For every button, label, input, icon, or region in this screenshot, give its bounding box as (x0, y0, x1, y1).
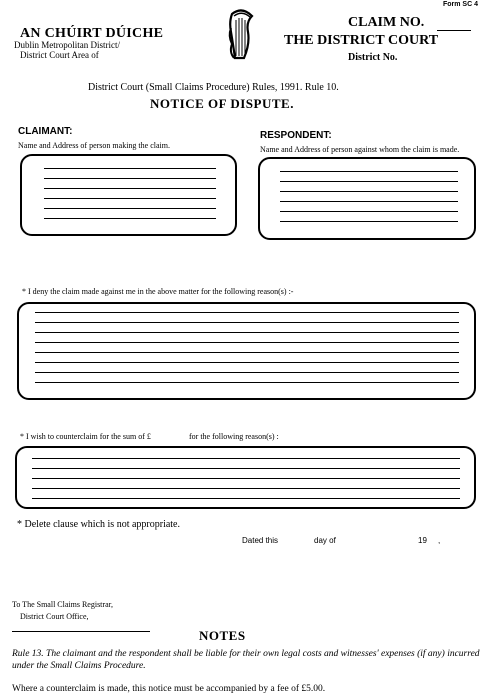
respondent-line (280, 211, 458, 212)
claimant-heading: CLAIMANT: (18, 126, 73, 137)
court-name-irish: AN CHÚIRT DÚICHE (20, 26, 164, 41)
area-line-2: District Court Area of (20, 50, 99, 60)
deny-line (35, 332, 459, 333)
rules-line: District Court (Small Claims Procedure) Rules, 1991. Rule 10. (88, 82, 339, 93)
counterclaim-line (32, 498, 460, 499)
claimant-line (44, 188, 216, 189)
respondent-line (280, 191, 458, 192)
deny-line (35, 322, 459, 323)
deny-line (35, 352, 459, 353)
counterclaim-label: * I wish to counterclaim for the sum of £ (20, 432, 151, 441)
day-of-label: day of (314, 536, 336, 545)
claimant-line (44, 198, 216, 199)
delete-clause-note: * Delete clause which is not appropriate. (17, 519, 180, 530)
claimant-line (44, 168, 216, 169)
deny-line (35, 382, 459, 383)
year-prefix: 19 (418, 536, 427, 545)
deny-line (35, 312, 459, 313)
counterclaim-box[interactable] (15, 446, 476, 509)
counterclaim-line (32, 458, 460, 459)
respondent-line (280, 201, 458, 202)
dated-this-label: Dated this (242, 536, 279, 545)
addressee-line-1: To The Small Claims Registrar, (12, 600, 113, 609)
court-name-english: THE DISTRICT COURT (284, 33, 439, 48)
notice-title: NOTICE OF DISPUTE. (150, 96, 294, 111)
district-no-label: District No. (348, 52, 398, 63)
respondent-instruction: Name and Address of person against whom the claim is made. (260, 145, 460, 154)
respondent-line (280, 181, 458, 182)
rule-13-note: Rule 13. The claimant and the respondent shall be liable for their own legal costs and witnesses' expenses (if any) incurred under the Small Claims Procedure. (12, 649, 480, 671)
counterclaim-reasons-label: for the following reason(s) : (189, 432, 279, 441)
deny-reasons-box[interactable] (17, 302, 476, 400)
deny-clause-label: * I deny the claim made against me in the above matter for the following reason(s) :- (22, 287, 294, 296)
claimant-line (44, 208, 216, 209)
harp-icon (226, 8, 258, 62)
claimant-line (44, 178, 216, 179)
claim-no-blank[interactable] (437, 30, 471, 31)
form-code: Form SC 4 (442, 1, 478, 8)
respondent-line (280, 221, 458, 222)
counterclaim-line (32, 488, 460, 489)
date-comma: , (438, 536, 441, 545)
claim-no-label: CLAIM NO. (348, 15, 425, 30)
notes-title: NOTES (199, 628, 246, 643)
deny-line (35, 342, 459, 343)
claimant-box[interactable] (20, 154, 237, 236)
area-line-1: Dublin Metropolitan District/ (14, 40, 120, 50)
addressee-signature-line (12, 631, 150, 632)
respondent-box[interactable] (258, 157, 476, 240)
respondent-line (280, 171, 458, 172)
harp-emblem (226, 8, 258, 62)
counterclaim-line (32, 478, 460, 479)
respondent-heading: RESPONDENT: (260, 130, 332, 141)
deny-line (35, 362, 459, 363)
claimant-line (44, 218, 216, 219)
claimant-instruction: Name and Address of person making the claim. (18, 141, 170, 150)
addressee-line-2: District Court Office, (20, 612, 89, 621)
counterclaim-line (32, 468, 460, 469)
counterclaim-fee-note: Where a counterclaim is made, this notice must be accompanied by a fee of £5.00. (12, 684, 326, 694)
deny-line (35, 372, 459, 373)
